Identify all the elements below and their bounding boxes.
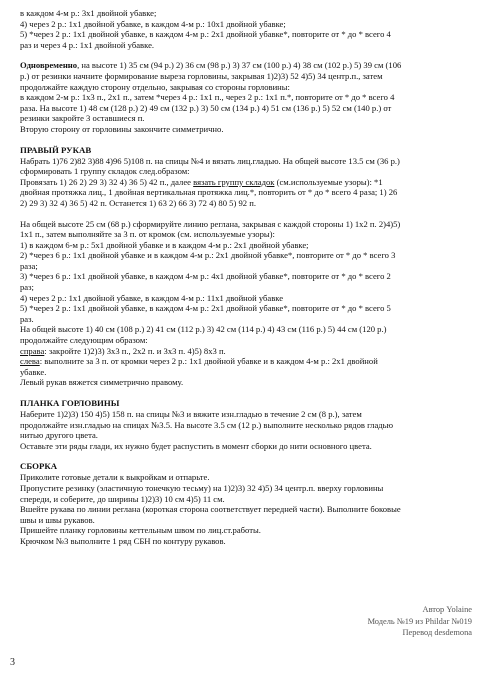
- text-line: убавке.: [20, 366, 47, 377]
- text-line: нитью другого цвета.: [20, 430, 98, 441]
- neck-shaping-paragraph: [20, 60, 475, 71]
- text-line: 5) *через 2 р.: 1x1 двойной убавке, в каждом 4-м р.: 2x1 двойной убавке*, повторите от * до * всего 4: [20, 29, 391, 40]
- text-line: 1x1 п., затем выполняйте за 3 п. от кромок (см. используемые узоры):: [20, 229, 275, 240]
- text-line: [20, 346, 475, 357]
- text-line: раз и через 4 р.: 1x1 двойной убавке.: [20, 39, 155, 50]
- text-line: 1) в каждом 6-м р.: 5x1 двойной убавке и в каждом 4-м р.: 2x1 двойной убавке;: [20, 239, 309, 250]
- text-line: в каждом 2-м р.: 1x3 п., 2x1 п., затем *через 4 р.: 1x1 п., через 2 р.: 1x1 п.*, повторите от * до * всего 4: [20, 92, 395, 103]
- text-line: спереди, и соберите, до ширины 1)2)3) 10 см 4)5) 11 см.: [20, 493, 225, 504]
- translation-credit: Перевод desdemona: [402, 628, 472, 638]
- text-line: Крючком №3 выполните 1 ряд СБН по контуру рукавов.: [20, 535, 226, 546]
- text-line: Набрать 1)76 2)82 3)88 4)96 5)108 п. на спицы №4 и вязать лиц.гладью. На общей высоте 13.5 см (36 р.): [20, 155, 400, 166]
- text-line: продолжайте следующим образом:: [20, 335, 148, 346]
- text-line: 4) через 2 р.: 1x1 двойной убавке, в каждом 4-м р.: 11x1 двойной убавке: [20, 292, 284, 303]
- model-credit: Модель №19 из Phildar №019: [367, 616, 472, 626]
- text-line: 2) 29 3) 32 4) 36 5) 42 п. Останется 1) 63 2) 66 3) 72 4) 80 5) 92 п.: [20, 197, 256, 208]
- text-line: На общей высоте 25 см (68 р.) сформируйте линию реглана, закрывая с каждой стороны 1) 1x2 п. 2)4)5): [20, 218, 401, 229]
- text-line: Вшейте рукава по линии реглана (короткая сторона соответствует передней части). Выполните боковые: [20, 504, 401, 515]
- page-number: 3: [10, 657, 15, 668]
- author-credit: Автор Yolaine: [422, 605, 472, 614]
- text-line: Пришейте планку горловины кеттельным швом по лиц.ст.работы.: [20, 525, 261, 536]
- text-line: раза;: [20, 260, 38, 271]
- section-title-neckband: ПЛАНКА ГОРЛОВИНЫ: [20, 398, 120, 408]
- text-line: 5) *через 2 р.: 1x1 двойной убавке, в каждом 4-м р.: 2x1 двойной убавке*, повторите от * до * всего 5: [20, 303, 391, 314]
- bold-lead: Одновременно: [20, 60, 78, 71]
- text-line: двойная протяжка лиц., 1 двойная вертикальная протяжка лиц.*, повторить от * до * всего 4 раза; 1) 26: [20, 187, 398, 198]
- text-line: Наберите 1)2)3) 150 4)5) 158 п. на спицы №3 и вяжите изн.гладью в течение 2 см (8 р.), затем: [20, 409, 362, 419]
- text-line: Левый рукав вяжется симметрично правому.: [20, 377, 184, 388]
- text-line: [20, 177, 475, 188]
- text-line: раз;: [20, 282, 34, 293]
- underlined-label-right: справа: [20, 345, 45, 356]
- document-body: [20, 8, 475, 547]
- text-line: 2) *через 6 р.: 1x1 двойной убавке и в каждом 4-м р.: 2x1 двойной убавке*, повторите от * до * всего 3: [20, 250, 396, 261]
- text-line: в каждом 4-м р.: 3x1 двойной убавке;: [20, 8, 157, 18]
- text-fragment: : выполните за 3 п. от кромки через 2 р.: 1x1 двойной убавке и в каждом 4-м р.: 2x1 двойной: [39, 356, 378, 367]
- text-fragment: : закройте 1)2)3) 3x3 п., 2x2 п. и 3x3 п. 4)5) 8x3 п.: [44, 345, 226, 356]
- section-title-assembly: СБОРКА: [20, 461, 58, 472]
- text-line: Пропустите резинку (эластичную тонечкую тесьму) на 1)2)3) 32 4)5) 34 центр.п. вверху горловины: [20, 482, 384, 493]
- underlined-term: вязать группу складок: [193, 176, 275, 187]
- text-line: На общей высоте 1) 40 см (108 р.) 2) 41 см (112 р.) 3) 42 см (114 р.) 4) 43 см (116 р.) 5) 44 см (120 р.): [20, 324, 387, 335]
- text-line: Оставьте эти ряды глади, их нужно будет распустить в момент сборки до нити основного цвета.: [20, 440, 372, 451]
- text-line: раза. На высоте 1) 48 см (128 р.) 2) 49 см (132 р.) 3) 50 см (134 р.) 4) 51 см (136 р.) 5) 52 см (140 р.) от: [20, 102, 392, 113]
- text-line: раз.: [20, 313, 34, 324]
- text-line: продолжайте каждую сторону отдельно, закрывая со стороны горловины:: [20, 81, 290, 92]
- text-line: швы и швы рукавов.: [20, 514, 95, 525]
- text-fragment: (см.используемые узоры): *1: [274, 176, 383, 187]
- text-line: продолжайте изн.гладью на спицах №3.5. На высоте 3.5 см (12 р.) выполните несколько рядов гладью: [20, 419, 393, 430]
- text-line: Приколите готовые детали к выкройкам и отпарьте.: [20, 472, 210, 483]
- text-line: р.) от резинки начните формирование выреза горловины, закрывая 1)2)3) 52 4)5) 34 центр.п., затем: [20, 70, 383, 81]
- text-fragment: , на высоте 1) 35 см (94 р.) 2) 36 см (98 р.) 3) 37 см (100 р.) 4) 38 см (102 р.) 5) 39 см (106: [77, 60, 402, 71]
- text-line: 3) *через 6 р.: 1x1 двойной убавке, в каждом 4-м р.: 4x1 двойной убавке*, повторите от * до * всего 2: [20, 271, 391, 282]
- text-line: Вторую сторону от горловины закончите симметрично.: [20, 123, 224, 134]
- credits-block: [368, 604, 472, 639]
- text-line: резинки закройте 3 оставшиеся п.: [20, 113, 145, 124]
- section-title-right-sleeve: ПРАВЫЙ РУКАВ: [20, 144, 92, 155]
- text-line: [20, 356, 475, 367]
- text-line: сформировать 1 группу складок след.образом:: [20, 166, 190, 177]
- underlined-label-left: слева: [20, 356, 40, 367]
- text-fragment: Провязать 1) 26 2) 29 3) 32 4) 36 5) 42 п., далее: [20, 176, 194, 187]
- text-line: 4) через 2 р.: 1x1 двойной убавке, в каждом 4-м р.: 10x1 двойной убавке;: [20, 18, 286, 29]
